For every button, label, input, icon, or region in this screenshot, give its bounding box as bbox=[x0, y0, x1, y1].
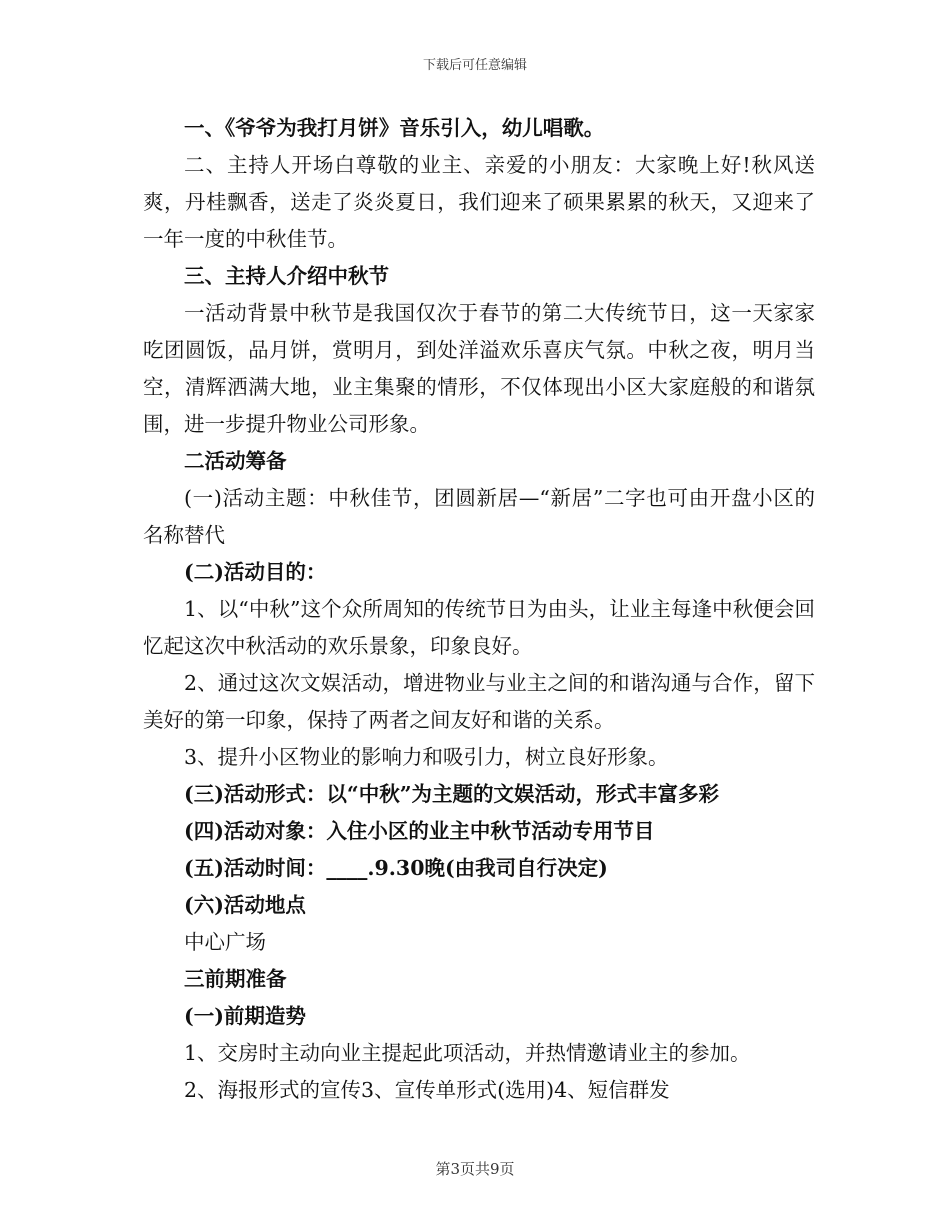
page-footer: 第3页共9页 bbox=[435, 1160, 515, 1178]
paragraph: 二活动筹备 bbox=[184, 449, 287, 473]
paragraph: (六)活动地点 bbox=[184, 893, 306, 917]
paragraph: 一、《爷爷为我打月饼》音乐引入，幼儿唱歌。 bbox=[184, 116, 605, 140]
paragraph: 三、主持人介绍中秋节 bbox=[184, 264, 389, 288]
paragraph: 1、交房时主动向业主提起此项活动，并热情邀请业主的参加。 bbox=[184, 1041, 751, 1065]
document-body bbox=[143, 110, 815, 1109]
paragraph: (五)活动时间：____.9.30晚(由我司自行决定) bbox=[184, 856, 608, 880]
paragraph: 2、海报形式的宣传3、宣传单形式(选用)4、短信群发 bbox=[184, 1078, 670, 1102]
paragraph: 一活动背景中秋节是我国仅次于春节的第二大传统节日，这一天家家吃团圆饭，品月饼，赏明月，到处洋溢欢乐喜庆气氛。中秋之夜，明月当空，清辉洒满大地，业主集聚的情形，不仅体现出小区大家庭般的和谐氛围，进一步提升物业公司形象。 bbox=[143, 301, 815, 436]
paragraph: (一)前期造势 bbox=[184, 1004, 306, 1028]
paragraph: (四)活动对象：入住小区的业主中秋节活动专用节目 bbox=[184, 819, 655, 843]
page-header: 下载后可任意编辑 bbox=[422, 58, 527, 73]
paragraph: 3、提升小区物业的影响力和吸引力，树立良好形象。 bbox=[184, 745, 669, 769]
paragraph: 中心广场 bbox=[184, 930, 266, 954]
paragraph: 2、通过这次文娱活动，增进物业与业主之间的和谐沟通与合作，留下美好的第一印象，保持了两者之间友好和谐的关系。 bbox=[143, 671, 815, 732]
paragraph: 二、主持人开场白尊敬的业主、亲爱的小朋友：大家晚上好!秋风送爽，丹桂飘香，送走了炎炎夏日，我们迎来了硕果累累的秋天，又迎来了一年一度的中秋佳节。 bbox=[143, 153, 815, 251]
paragraph: (三)活动形式：以“中秋”为主题的文娱活动，形式丰富多彩 bbox=[184, 782, 719, 806]
paragraph: (一)活动主题：中秋佳节，团圆新居—“新居”二字也可由开盘小区的名称替代 bbox=[143, 486, 815, 547]
paragraph: 三前期准备 bbox=[184, 967, 287, 991]
paragraph: (二)活动目的： bbox=[184, 560, 327, 584]
paragraph: 1、以“中秋”这个众所周知的传统节日为由头，让业主每逢中秋便会回忆起这次中秋活动的欢乐景象，印象良好。 bbox=[143, 597, 815, 658]
